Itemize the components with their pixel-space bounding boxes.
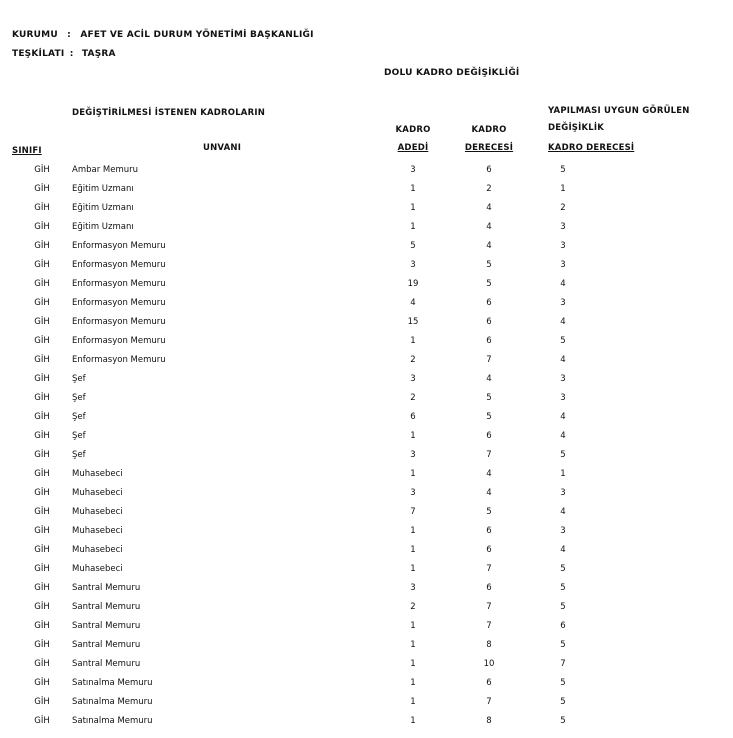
table-row (0, 333, 733, 352)
table-row (0, 162, 733, 181)
kadro-adedi-cell: 3 (410, 260, 416, 270)
sinif-cell: GİH (34, 488, 50, 498)
kurumu-line (12, 30, 314, 40)
yeni-derece-cell: 5 (560, 450, 566, 460)
sinif-cell: GİH (34, 279, 50, 289)
unvan-cell: Şef (72, 393, 86, 403)
yeni-derece-cell: 3 (560, 298, 566, 308)
kadro-derecesi-cell: 6 (486, 583, 492, 593)
unvan-cell: Enformasyon Memuru (72, 336, 166, 346)
sinif-cell: GİH (34, 412, 50, 422)
kadro-derecesi-cell: 4 (486, 469, 492, 479)
kadro-derecesi-cell: 4 (486, 203, 492, 213)
sinif-cell: GİH (34, 659, 50, 669)
unvan-cell: Muhasebeci (72, 507, 123, 517)
table-row (0, 371, 733, 390)
sinif-cell: GİH (34, 640, 50, 650)
unvan-cell: Enformasyon Memuru (72, 260, 166, 270)
unvan-cell: Eğitim Uzmanı (72, 203, 134, 213)
kadro-derecesi-cell: 5 (486, 412, 492, 422)
yeni-derece-cell: 3 (560, 393, 566, 403)
sinif-cell: GİH (34, 184, 50, 194)
kadro-adedi-cell: 1 (410, 526, 416, 536)
sinif-cell: GİH (34, 298, 50, 308)
kurumu-separator: : (67, 30, 71, 40)
kadro-derecesi-cell: 6 (486, 431, 492, 441)
kadro-derecesi-cell: 8 (486, 640, 492, 650)
sinif-cell: GİH (34, 317, 50, 327)
kadro-adedi-cell: 1 (410, 431, 416, 441)
yeni-derece-cell: 4 (560, 507, 566, 517)
sinif-cell: GİH (34, 697, 50, 707)
kadro-derecesi-cell: 6 (486, 526, 492, 536)
yeni-derece-cell: 4 (560, 317, 566, 327)
unvan-cell: Santral Memuru (72, 602, 141, 612)
kadro-adedi-cell: 3 (410, 165, 416, 175)
sinif-cell: GİH (34, 222, 50, 232)
kadro-derecesi-cell: 7 (486, 450, 492, 460)
kadro-derecesi-cell: 7 (486, 564, 492, 574)
kadro-derecesi-cell: 6 (486, 545, 492, 555)
yeni-derece-cell: 3 (560, 488, 566, 498)
sinif-cell: GİH (34, 260, 50, 270)
kadro-derecesi-heading-line1: KADRO (471, 125, 507, 135)
kadro-adedi-cell: 1 (410, 203, 416, 213)
yeni-derece-cell: 1 (560, 184, 566, 194)
kadro-adedi-cell: 3 (410, 374, 416, 384)
kadro-derecesi-cell: 5 (486, 393, 492, 403)
kadro-adedi-cell: 6 (410, 412, 416, 422)
sinif-cell: GİH (34, 526, 50, 536)
sinif-cell: GİH (34, 241, 50, 251)
unvan-cell: Enformasyon Memuru (72, 298, 166, 308)
kadro-adedi-cell: 1 (410, 222, 416, 232)
sinif-cell: GİH (34, 355, 50, 365)
table-row (0, 580, 733, 599)
teskilati-value: TAŞRA (81, 49, 116, 59)
kadro-derecesi-cell: 7 (486, 355, 492, 365)
sinif-cell: GİH (34, 716, 50, 726)
kadro-derecesi-cell: 5 (486, 507, 492, 517)
kadro-derecesi-cell: 4 (486, 488, 492, 498)
yeni-derece-cell: 3 (560, 260, 566, 270)
yeni-derece-cell: 4 (560, 279, 566, 289)
sinif-cell: GİH (34, 393, 50, 403)
kadro-adedi-cell: 1 (410, 678, 416, 688)
table-row (0, 447, 733, 466)
unvan-cell: Santral Memuru (72, 621, 141, 631)
unvan-cell: Şef (72, 450, 86, 460)
yeni-derece-cell: 5 (560, 640, 566, 650)
kadro-derecesi-cell: 7 (486, 697, 492, 707)
unvani-heading: UNVANI (203, 143, 242, 153)
kadro-adedi-cell: 4 (410, 298, 416, 308)
table-row (0, 485, 733, 504)
table-row (0, 656, 733, 675)
unvan-cell: Muhasebeci (72, 545, 123, 555)
sinif-cell: GİH (34, 507, 50, 517)
table-row (0, 219, 733, 238)
table-row (0, 200, 733, 219)
sinif-cell: GİH (34, 678, 50, 688)
kadro-derecesi-cell: 7 (486, 602, 492, 612)
table-row (0, 637, 733, 656)
sinif-cell: GİH (34, 545, 50, 555)
yeni-derece-cell: 3 (560, 526, 566, 536)
teskilati-line (12, 49, 116, 59)
table-row (0, 694, 733, 713)
kadro-adedi-heading-line1: KADRO (395, 125, 431, 135)
yeni-derece-cell: 5 (560, 697, 566, 707)
kadro-adedi-heading-line2: ADEDİ (397, 143, 429, 153)
unvan-cell: Ambar Memuru (72, 165, 139, 175)
kadro-derecesi-cell: 6 (486, 336, 492, 346)
sinif-cell: GİH (34, 450, 50, 460)
yeni-derece-cell: 6 (560, 621, 566, 631)
kadro-derecesi-cell: 8 (486, 716, 492, 726)
kadro-adedi-cell: 5 (410, 241, 416, 251)
unvan-cell: Enformasyon Memuru (72, 241, 166, 251)
unvan-cell: Satınalma Memuru (72, 678, 153, 688)
table-row (0, 181, 733, 200)
table-row (0, 599, 733, 618)
table-row (0, 257, 733, 276)
unvan-cell: Santral Memuru (72, 583, 141, 593)
sinif-cell: GİH (34, 583, 50, 593)
yeni-kadro-derecesi-heading: KADRO DERECESİ (548, 143, 635, 153)
yeni-derece-cell: 4 (560, 412, 566, 422)
kadro-derecesi-cell: 4 (486, 374, 492, 384)
unvan-cell: Muhasebeci (72, 488, 123, 498)
sinif-cell: GİH (34, 374, 50, 384)
table-row (0, 675, 733, 694)
table-row (0, 542, 733, 561)
kadro-derecesi-cell: 10 (483, 659, 495, 669)
unvan-cell: Şef (72, 412, 86, 422)
kadro-derecesi-cell: 7 (486, 621, 492, 631)
kadro-adedi-cell: 1 (410, 469, 416, 479)
kadro-adedi-cell: 15 (407, 317, 419, 327)
kadro-adedi-cell: 3 (410, 450, 416, 460)
table-row (0, 428, 733, 447)
kadro-adedi-cell: 1 (410, 545, 416, 555)
yeni-derece-cell: 2 (560, 203, 566, 213)
kadro-derecesi-cell: 4 (486, 241, 492, 251)
sinif-cell: GİH (34, 469, 50, 479)
yeni-derece-cell: 3 (560, 374, 566, 384)
kadro-derecesi-cell: 5 (486, 279, 492, 289)
kadro-adedi-cell: 1 (410, 184, 416, 194)
unvan-cell: Santral Memuru (72, 659, 141, 669)
kadro-adedi-cell: 19 (407, 279, 419, 289)
unvan-cell: Şef (72, 374, 86, 384)
yeni-derece-cell: 5 (560, 336, 566, 346)
yeni-derece-cell: 4 (560, 431, 566, 441)
kadro-derecesi-cell: 6 (486, 298, 492, 308)
sinif-cell: GİH (34, 564, 50, 574)
kadro-adedi-cell: 1 (410, 336, 416, 346)
table-row (0, 713, 733, 732)
table-row (0, 523, 733, 542)
table-row (0, 618, 733, 637)
kadro-adedi-cell: 7 (410, 507, 416, 517)
table-row (0, 314, 733, 333)
unvan-cell: Enformasyon Memuru (72, 317, 166, 327)
kadro-adedi-cell: 1 (410, 697, 416, 707)
yeni-derece-cell: 7 (560, 659, 566, 669)
kurumu-value: AFET VE ACİL DURUM YÖNETİMİ BAŞKANLIĞI (80, 30, 314, 40)
kadro-derecesi-cell: 6 (486, 165, 492, 175)
kadro-adedi-cell: 1 (410, 659, 416, 669)
kadro-derecesi-heading-line2: DERECESİ (464, 143, 514, 153)
yeni-derece-cell: 1 (560, 469, 566, 479)
yeni-derece-cell: 3 (560, 241, 566, 251)
unvan-cell: Enformasyon Memuru (72, 355, 166, 365)
kadro-adedi-cell: 2 (410, 602, 416, 612)
yeni-derece-cell: 5 (560, 678, 566, 688)
group-left-heading: DEĞİŞTİRİLMESİ İSTENEN KADROLARIN (72, 108, 266, 118)
unvan-cell: Enformasyon Memuru (72, 279, 166, 289)
unvan-cell: Satınalma Memuru (72, 716, 153, 726)
table-row (0, 276, 733, 295)
yeni-derece-cell: 4 (560, 355, 566, 365)
unvan-cell: Muhasebeci (72, 526, 123, 536)
sinif-cell: GİH (34, 165, 50, 175)
unvan-cell: Satınalma Memuru (72, 697, 153, 707)
yeni-derece-cell: 4 (560, 545, 566, 555)
unvan-cell: Santral Memuru (72, 640, 141, 650)
kadro-adedi-cell: 1 (410, 621, 416, 631)
sinif-cell: GİH (34, 431, 50, 441)
yeni-derece-cell: 3 (560, 222, 566, 232)
sinif-cell: GİH (34, 336, 50, 346)
kadro-adedi-cell: 1 (410, 640, 416, 650)
kadro-derecesi-cell: 6 (486, 678, 492, 688)
yeni-derece-cell: 5 (560, 716, 566, 726)
kadro-derecesi-cell: 5 (486, 260, 492, 270)
table-row (0, 238, 733, 257)
table-row (0, 561, 733, 580)
kurumu-label: KURUMU (12, 30, 58, 40)
yeni-derece-cell: 5 (560, 165, 566, 175)
teskilati-label: TEŞKİLATI (12, 49, 65, 59)
sinif-cell: GİH (34, 602, 50, 612)
unvan-cell: Şef (72, 431, 86, 441)
sinifi-heading: SINIFI (12, 146, 42, 156)
yeni-derece-cell: 5 (560, 602, 566, 612)
table-row (0, 352, 733, 371)
kadro-derecesi-cell: 4 (486, 222, 492, 232)
teskilati-separator: : (69, 49, 74, 59)
sinif-cell: GİH (34, 621, 50, 631)
table-row (0, 295, 733, 314)
table-row (0, 504, 733, 523)
kadro-adedi-cell: 1 (410, 564, 416, 574)
table-row (0, 466, 733, 485)
unvan-cell: Eğitim Uzmanı (72, 222, 134, 232)
unvan-cell: Muhasebeci (72, 469, 123, 479)
kadro-adedi-cell: 1 (410, 716, 416, 726)
table-row (0, 409, 733, 428)
table-row (0, 390, 733, 409)
kadro-adedi-cell: 2 (410, 393, 416, 403)
kadro-adedi-cell: 3 (410, 488, 416, 498)
kadro-adedi-cell: 3 (410, 583, 416, 593)
yeni-derece-cell: 5 (560, 564, 566, 574)
section-title: DOLU KADRO DEĞİŞİKLİĞİ (384, 68, 520, 78)
unvan-cell: Muhasebeci (72, 564, 123, 574)
group-right-heading-line1: YAPILMASI UYGUN GÖRÜLEN (548, 106, 690, 116)
kadro-derecesi-cell: 2 (486, 184, 492, 194)
kadro-adedi-cell: 2 (410, 355, 416, 365)
yeni-derece-cell: 5 (560, 583, 566, 593)
group-right-heading-line2: DEĞİŞİKLİK (548, 123, 605, 133)
unvan-cell: Eğitim Uzmanı (72, 184, 134, 194)
sinif-cell: GİH (34, 203, 50, 213)
kadro-derecesi-cell: 6 (486, 317, 492, 327)
